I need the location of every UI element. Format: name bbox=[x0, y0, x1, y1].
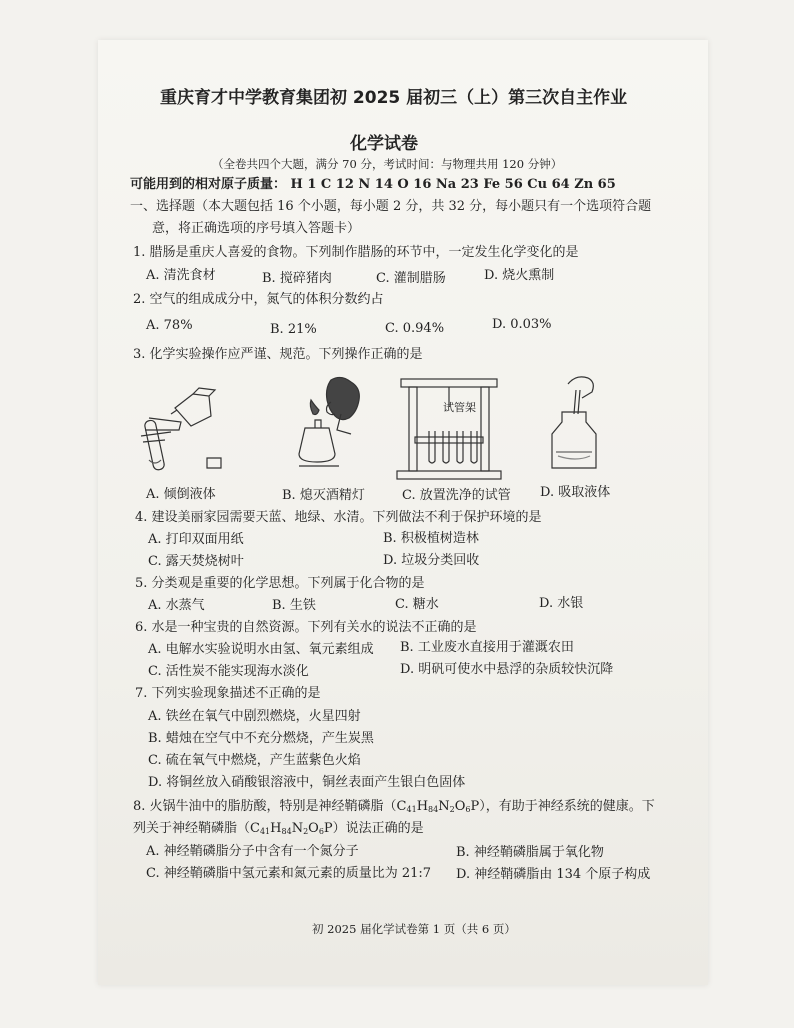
q8-option-c: C. 神经鞘磷脂中氢元素和氮元素的质量比为 21:7 bbox=[146, 866, 432, 881]
q3-option-b: B. 熄灭酒精灯 bbox=[282, 488, 365, 503]
q6-option-a: A. 电解水实验说明水由氢、氧元素组成 bbox=[148, 642, 374, 657]
q7-option-d: D. 将铜丝放入硝酸银溶液中，铜丝表面产生银白色固体 bbox=[148, 775, 466, 790]
q2-option-d: D. 0.03% bbox=[492, 317, 552, 332]
q4-option-b: B. 积极植树造林 bbox=[383, 531, 479, 546]
page-title: 重庆育才中学教育集团初 2025 届初三（上）第三次自主作业 bbox=[160, 88, 628, 108]
q2-option-c: C. 0.94% bbox=[385, 321, 445, 336]
q3-option-d: D. 吸取液体 bbox=[540, 485, 611, 500]
atomic-masses: 可能用到的相对原子质量： H 1 C 12 N 14 O 16 Na 23 Fe 56 Cu 64 Zn 65 bbox=[130, 177, 616, 192]
q3-option-c: C. 放置洗净的试管 bbox=[402, 488, 511, 503]
q8-formula: $C_{41}H_{84}N_2O_6P$ bbox=[396, 799, 480, 814]
q4-option-a: A. 打印双面用纸 bbox=[148, 532, 244, 547]
page-footer: 初 2025 届化学试卷第 1 页（共 6 页） bbox=[312, 922, 516, 936]
test-tube-rack-illustration bbox=[395, 375, 505, 485]
q7-option-b: B. 蜡烛在空气中不充分燃烧，产生炭黑 bbox=[148, 731, 374, 746]
q6-stem: 6. 水是一种宝贵的自然资源。下列有关水的说法不正确的是 bbox=[135, 620, 477, 635]
q8-option-d: D. 神经鞘磷脂由 134 个原子构成 bbox=[456, 867, 651, 882]
q7-option-c: C. 硫在氧气中燃烧，产生蓝紫色火焰 bbox=[148, 753, 361, 768]
q8-stem-line2: 列关于神经鞘磷脂$(C_{41}H_{84}N_2O_6P)$说法正确的是 bbox=[133, 821, 424, 836]
q1-option-c: C. 灌制腊肠 bbox=[376, 271, 446, 286]
q5-option-c: C. 糖水 bbox=[395, 597, 439, 612]
q7-stem: 7. 下列实验现象描述不正确的是 bbox=[135, 686, 321, 701]
q1-option-a: A. 清洗食材 bbox=[146, 268, 216, 283]
q5-option-b: B. 生铁 bbox=[272, 598, 316, 613]
q5-option-a: A. 水蒸气 bbox=[148, 598, 205, 613]
dropper-illustration bbox=[548, 372, 618, 482]
q4-stem: 4. 建设美丽家园需要天蓝、地绿、水清。下列做法不利于保护环境的是 bbox=[135, 510, 542, 525]
q1-option-d: D. 烧火熏制 bbox=[484, 268, 555, 283]
q8-option-b: B. 神经鞘磷脂属于氧化物 bbox=[456, 845, 604, 860]
page-subtitle: 化学试卷 bbox=[350, 134, 418, 154]
q5-option-d: D. 水银 bbox=[539, 596, 584, 611]
q8-stem-post: ），有助于神经系统的健康。下 bbox=[479, 799, 655, 814]
q8-stem bbox=[133, 799, 655, 818]
q5-stem: 5. 分类观是重要的化学思想。下列属于化合物的是 bbox=[135, 576, 425, 591]
q4-option-d: D. 垃圾分类回收 bbox=[383, 553, 480, 568]
rack-label: 试管架 bbox=[443, 401, 476, 414]
alcohol-lamp-illustration bbox=[285, 372, 375, 482]
q6-option-b: B. 工业废水直接用于灌溉农田 bbox=[400, 640, 574, 655]
q1-option-b: B. 搅碎猪肉 bbox=[262, 271, 332, 286]
exam-note: （全卷共四个大题，满分 70 分，考试时间：与物理共用 120 分钟） bbox=[212, 157, 563, 171]
pouring-liquid-illustration bbox=[135, 380, 240, 490]
q7-option-a: A. 铁丝在氧气中剧烈燃烧，火星四射 bbox=[148, 709, 361, 724]
q8-option-a: A. 神经鞘磷脂分子中含有一个氮分子 bbox=[146, 844, 359, 859]
q3-stem: 3. 化学实验操作应严谨、规范。下列操作正确的是 bbox=[133, 347, 423, 362]
q8-stem-pre: 8. 火锅牛油中的脂肪酸，特别是神经鞘磷脂（ bbox=[133, 799, 397, 814]
section-heading: 一、选择题（本大题包括 16 个小题，每小题 2 分，共 32 分，每小题只有一个选项符合题 bbox=[130, 199, 652, 214]
q1-stem: 1. 腊肠是重庆人喜爱的食物。下列制作腊肠的环节中，一定发生化学变化的是 bbox=[133, 245, 579, 260]
section-heading-cont: 意，将正确选项的序号填入答题卡） bbox=[152, 221, 361, 236]
q4-option-c: C. 露天焚烧树叶 bbox=[148, 554, 244, 569]
q6-option-d: D. 明矾可使水中悬浮的杂质较快沉降 bbox=[400, 662, 614, 677]
q8-formula-2: $C_{41}H_{84}N_2O_6P$ bbox=[250, 821, 333, 836]
q3-option-a: A. 倾倒液体 bbox=[146, 487, 216, 502]
q2-stem: 2. 空气的组成成分中，氮气的体积分数约占 bbox=[133, 292, 384, 307]
q6-option-c: C. 活性炭不能实现海水淡化 bbox=[148, 664, 309, 679]
q2-option-a: A. 78% bbox=[146, 318, 193, 333]
q2-option-b: B. 21% bbox=[270, 322, 317, 337]
